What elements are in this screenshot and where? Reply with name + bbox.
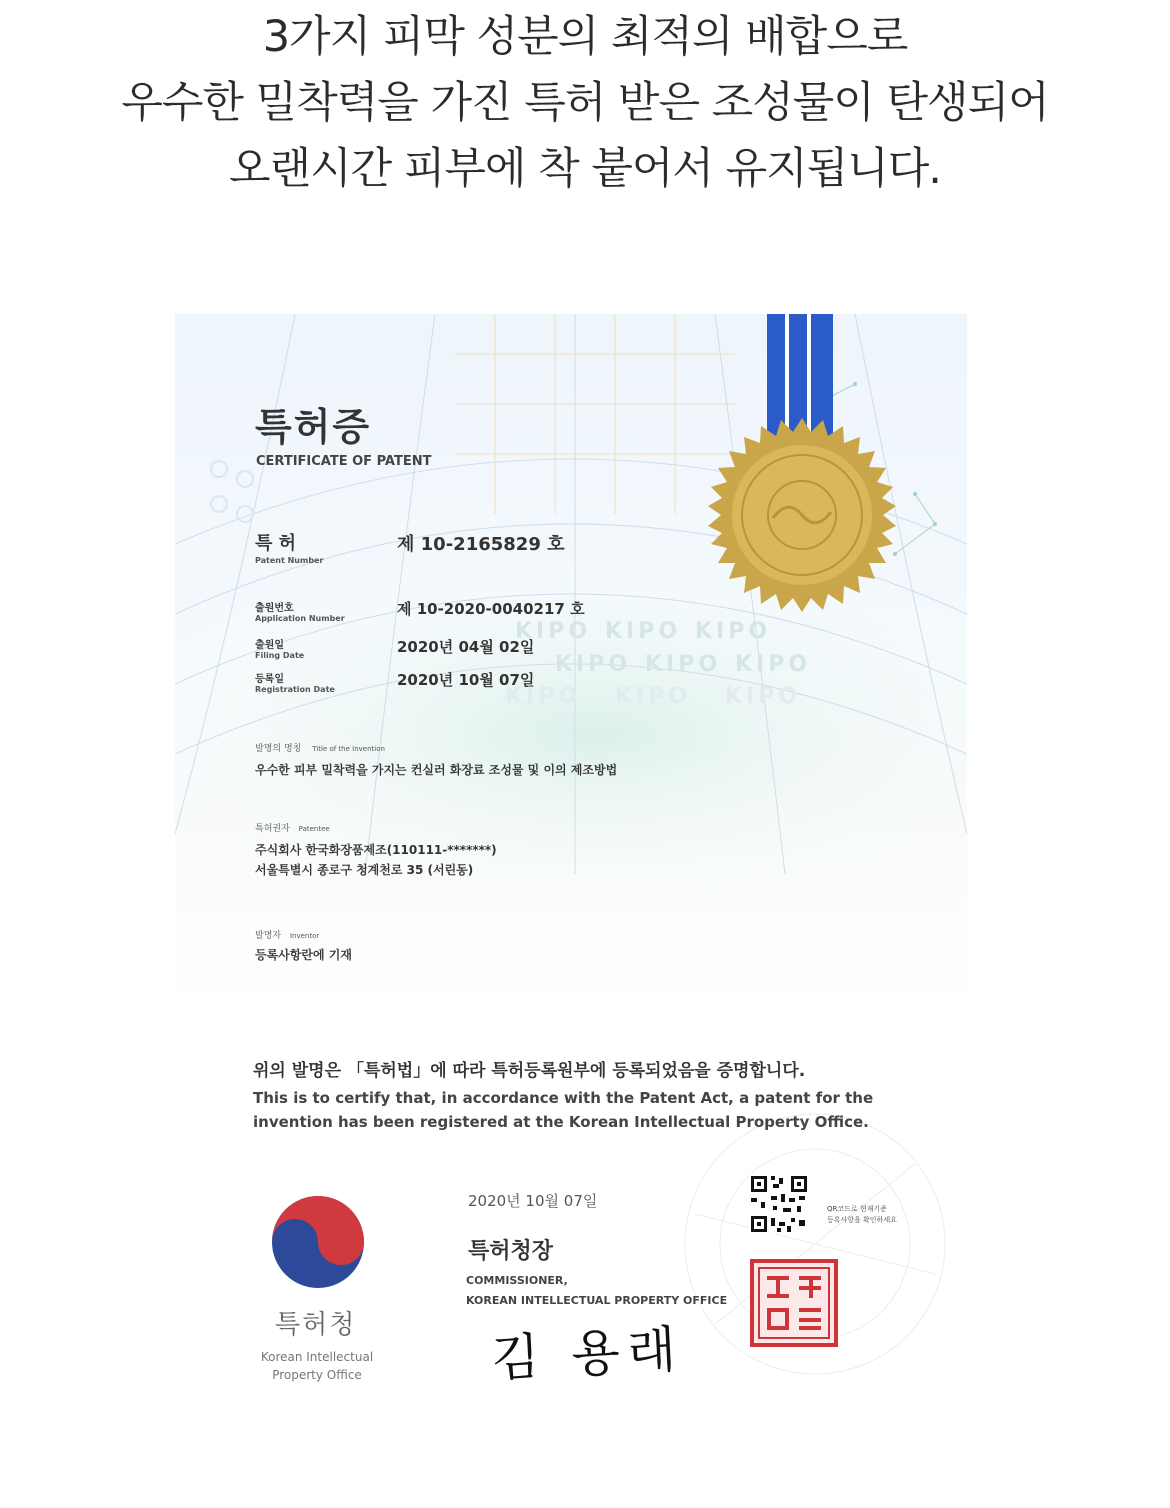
inventor-label-en: Inventor [289,932,320,940]
filing-date-label: 출원일 [255,640,284,651]
commissioner-title-en [466,1271,727,1311]
certify-statement-ko: 위의 발명은 「특허법」에 따라 특허등록원부에 등록되었음을 증명합니다. [253,1061,806,1081]
kipo-watermark-5: KIPO [645,652,722,677]
gold-seal-icon [703,418,901,616]
headline-line-2: 우수한 밀착력을 가진 특허 받은 조성물이 탄생되어 [121,78,1049,128]
invention-title-label [255,741,385,754]
inventor-value: 등록사항란에 기재 [255,948,352,962]
certificate-title: 특허증 [255,405,372,449]
headline-line-1: 3가지 피막 성분의 최적의 배합으로 [262,12,908,62]
qr-code-icon[interactable] [749,1174,809,1234]
inventor-label [255,928,319,941]
qr-note-line-2: 등록사항을 확인하세요 [827,1216,897,1224]
patent-certificate [175,314,967,1440]
registration-date-label-en: Registration Date [255,685,335,694]
office-name-ko: 특허청 [275,1310,357,1340]
application-number-label-en: Application Number [255,614,345,623]
certify-statement-en [253,1086,873,1134]
patentee-line-2: 서울특별시 종로구 청계천로 35 (서린동) [255,863,474,877]
signature-date: 2020년 10월 07일 [468,1192,598,1210]
kipo-taegeuk-logo-icon [270,1194,366,1290]
patentee-label-en: Patentee [298,825,330,833]
certify-en-line-1: This is to certify that, in accordance with the Patent Act, a patent for the [253,1089,874,1107]
patent-number-label: 특 허 [255,533,297,554]
headline-line-3: 오랜시간 피부에 착 붙어서 유지됩니다. [229,144,941,194]
application-number-label: 출원번호 [255,603,294,614]
registration-date-label: 등록일 [255,674,284,685]
registration-date-value: 2020년 10월 07일 [397,671,535,689]
kipo-watermark-4: KIPO [555,652,632,677]
application-number-value: 제 10-2020-0040217 호 [397,600,585,618]
patentee-label [255,821,330,834]
patent-number-label-en: Patent Number [255,556,324,565]
kipo-watermark-6: KIPO [735,652,812,677]
kipo-watermark-8: KIPO [615,684,692,709]
qr-note-line-1: QR코드로 현재기준 [827,1205,887,1213]
kipo-watermark-1: KIPO [515,619,592,644]
official-red-stamp-icon [749,1258,839,1348]
commissioner-title-en-line-2: KOREAN INTELLECTUAL PROPERTY OFFICE [466,1294,728,1307]
headline [0,4,1170,202]
kipo-watermark-2: KIPO [605,619,682,644]
filing-date-value: 2020년 04월 02일 [397,638,535,656]
commissioner-title-en-line-1: COMMISSIONER, [466,1274,568,1287]
patentee-line-1: 주식회사 한국화장품제조(110111-*******) [255,843,497,857]
commissioner-signature: 김 용래 [489,1319,686,1388]
kipo-watermark-9: KIPO [725,684,802,709]
qr-note [827,1204,897,1226]
inventor-label-ko: 발명자 [255,931,282,941]
kipo-watermark-7: KIPO [505,684,582,709]
office-name-en: Korean Intellectual Property Office [260,1350,374,1382]
patentee-label-ko: 특허권자 [255,824,290,834]
kipo-watermark-3: KIPO [695,619,772,644]
invention-title-label-en: Title of the Invention [312,745,385,753]
filing-date-label-en: Filing Date [255,651,305,660]
certify-en-line-2: invention has been registered at the Korean Intellectual Property Office. [253,1113,869,1131]
certificate-subtitle: CERTIFICATE OF PATENT [256,454,432,469]
commissioner-title-ko: 특허청장 [468,1239,554,1264]
invention-title-value: 우수한 피부 밀착력을 가지는 컨실러 화장료 조성물 및 이의 제조방법 [255,763,618,777]
patent-number-value: 제 10-2165829 호 [397,534,565,555]
invention-title-label-ko: 발명의 명칭 [255,744,302,754]
